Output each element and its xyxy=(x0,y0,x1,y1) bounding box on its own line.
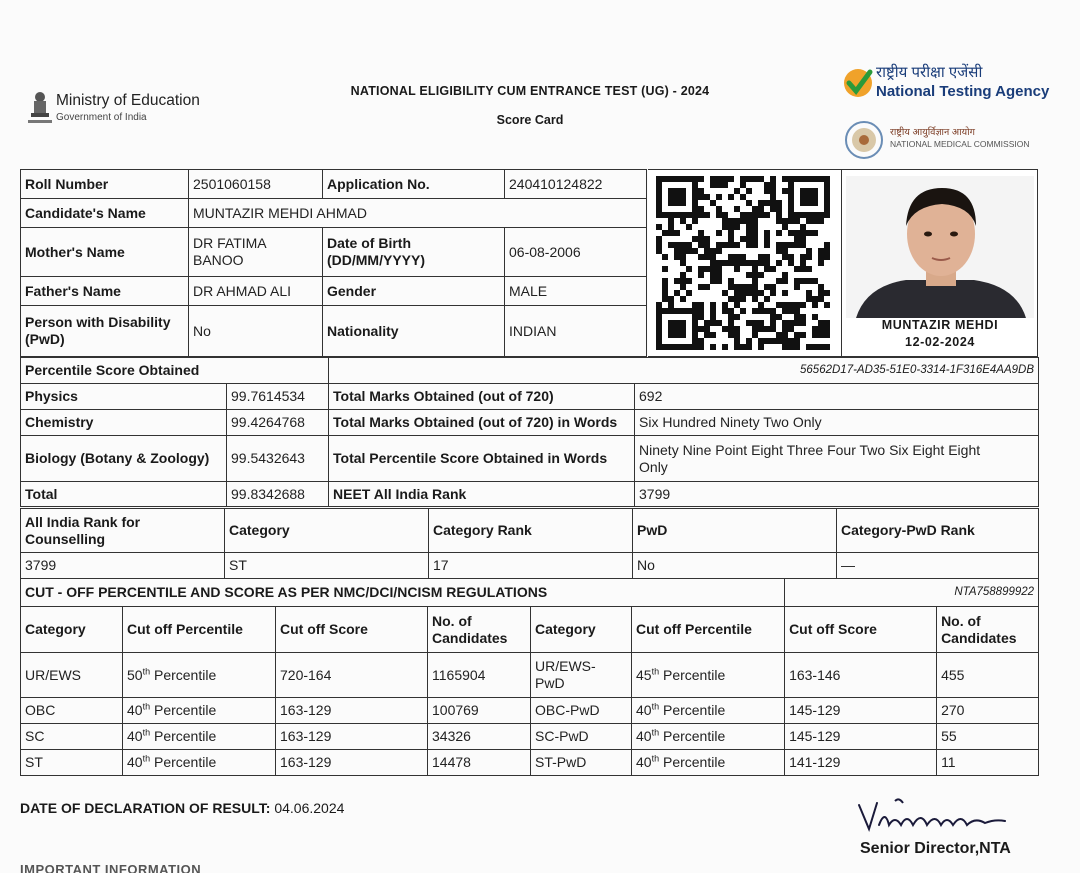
row-score: 163-129 xyxy=(276,698,428,724)
pwd-value: No xyxy=(633,553,837,579)
row-percentile: 40th Percentile xyxy=(123,698,276,724)
cutoff-score-header: Cut off Score xyxy=(276,607,428,653)
row-pwd-category: SC-PwD xyxy=(531,724,632,750)
application-no: 240410124822 xyxy=(505,170,647,199)
cutoff-category-header: Category xyxy=(531,607,632,653)
important-information-heading: IMPORTANT INFORMATION xyxy=(20,862,202,873)
photo-caption-name: MUNTAZIR MEHDI xyxy=(881,318,999,332)
row-pwd-category: UR/EWS- PwD xyxy=(531,653,632,698)
all-india-rank: 3799 xyxy=(635,482,1039,507)
row-pwd-candidates: 55 xyxy=(937,724,1039,750)
nmc-seal-icon xyxy=(844,120,884,160)
mother-name: DR FATIMA BANOO xyxy=(189,228,323,277)
cutoff-code: NTA758899922 xyxy=(785,579,1039,607)
ministry-of-education-logo xyxy=(28,88,228,128)
total-marks: 692 xyxy=(635,384,1039,410)
counselling-rank: 3799 xyxy=(21,553,225,579)
row-percentile: 40th Percentile xyxy=(123,750,276,776)
row-pwd-category: ST-PwD xyxy=(531,750,632,776)
nationality-label: Nationality xyxy=(323,306,505,357)
row-category: OBC xyxy=(21,698,123,724)
category-pwd-rank: — xyxy=(837,553,1039,579)
candidate-photo-box xyxy=(842,169,1038,357)
rank-table xyxy=(20,508,1039,579)
table-row xyxy=(21,750,1039,776)
roll-number: 2501060158 xyxy=(189,170,323,199)
nmc-logo xyxy=(842,118,1042,160)
document-title: Score Card xyxy=(496,113,564,127)
pwd-label: Person with Disability (PwD) xyxy=(21,306,189,357)
total-percentile: 99.8342688 xyxy=(227,482,329,507)
qr-code-icon xyxy=(648,170,841,356)
all-india-rank-label: NEET All India Rank xyxy=(329,482,635,507)
row-category: SC xyxy=(21,724,123,750)
declaration-date: DATE OF DECLARATION OF RESULT: 04.06.2024 xyxy=(20,800,345,816)
row-pwd-category: OBC-PwD xyxy=(531,698,632,724)
row-pwd-candidates: 270 xyxy=(937,698,1039,724)
candidate-details-table xyxy=(20,169,647,357)
category-rank-label: Category Rank xyxy=(429,509,633,553)
national-emblem-icon xyxy=(28,90,52,126)
row-candidates: 100769 xyxy=(428,698,531,724)
total-marks-label: Total Marks Obtained (out of 720) xyxy=(329,384,635,410)
cutoff-score-header: Cut off Score xyxy=(785,607,937,653)
father-name: DR AHMAD ALI xyxy=(189,277,323,306)
date-of-birth: 06-08-2006 xyxy=(505,228,647,277)
cutoff-percentile-header: Cut off Percentile xyxy=(632,607,785,653)
pwd-rank-label: PwD xyxy=(633,509,837,553)
nmc-hindi-name: राष्ट्रीय आयुर्विज्ञान आयोग xyxy=(890,127,975,138)
candidate-name-label: Candidate's Name xyxy=(21,199,189,228)
ministry-title: Ministry of Education xyxy=(56,92,200,109)
nta-english-name: National Testing Agency xyxy=(876,83,1050,100)
row-pwd-score: 145-129 xyxy=(785,698,937,724)
total-marks-words-label: Total Marks Obtained (out of 720) in Words xyxy=(329,410,635,436)
counselling-rank-label: All India Rank for Counselling xyxy=(21,509,225,553)
cutoff-table xyxy=(20,578,1039,776)
nationality: INDIAN xyxy=(505,306,647,357)
row-candidates: 14478 xyxy=(428,750,531,776)
chemistry-percentile: 99.4264768 xyxy=(227,410,329,436)
row-percentile: 40th Percentile xyxy=(123,724,276,750)
row-pwd-percentile: 40th Percentile xyxy=(632,698,785,724)
candidate-portrait-icon xyxy=(846,176,1034,318)
nta-hindi-name: राष्ट्रीय परीक्षा एजेंसी xyxy=(876,64,983,81)
row-score: 163-129 xyxy=(276,750,428,776)
cutoff-title: CUT - OFF PERCENTILE AND SCORE AS PER NMC/DCI/NCISM REGULATIONS xyxy=(21,579,785,607)
row-candidates: 1165904 xyxy=(428,653,531,698)
father-name-label: Father's Name xyxy=(21,277,189,306)
nmc-english-name: NATIONAL MEDICAL COMMISSION xyxy=(890,139,1030,149)
category-rank: 17 xyxy=(429,553,633,579)
row-pwd-percentile: 40th Percentile xyxy=(632,724,785,750)
gender-label: Gender xyxy=(323,277,505,306)
table-row xyxy=(21,653,1039,698)
percentile-words-label: Total Percentile Score Obtained in Words xyxy=(329,436,635,482)
signature-icon xyxy=(855,795,1025,839)
percentile-score-table xyxy=(20,357,1039,507)
row-pwd-score: 141-129 xyxy=(785,750,937,776)
dob-label: Date of Birth (DD/MM/YYYY) xyxy=(323,228,505,277)
cutoff-category-header: Category xyxy=(21,607,123,653)
total-marks-words: Six Hundred Ninety Two Only xyxy=(635,410,1039,436)
row-category: UR/EWS xyxy=(21,653,123,698)
ministry-subtitle: Government of India xyxy=(56,112,147,123)
category: ST xyxy=(225,553,429,579)
row-category: ST xyxy=(21,750,123,776)
candidate-name: MUNTAZIR MEHDI AHMAD xyxy=(189,199,647,228)
application-no-label: Application No. xyxy=(323,170,505,199)
row-pwd-percentile: 40th Percentile xyxy=(632,750,785,776)
row-score: 163-129 xyxy=(276,724,428,750)
total-label: Total xyxy=(21,482,227,507)
nta-logo xyxy=(842,62,1050,106)
category-label: Category xyxy=(225,509,429,553)
row-score: 720-164 xyxy=(276,653,428,698)
cutoff-candidates-header: No. of Candidates xyxy=(428,607,531,653)
row-pwd-score: 163-146 xyxy=(785,653,937,698)
signatory-title: Senior Director,NTA xyxy=(860,840,1011,857)
qr-code xyxy=(648,169,842,357)
table-row xyxy=(21,724,1039,750)
category-pwd-rank-label: Category-PwD Rank xyxy=(837,509,1039,553)
row-candidates: 34326 xyxy=(428,724,531,750)
biology-label: Biology (Botany & Zoology) xyxy=(21,436,227,482)
nta-check-icon xyxy=(842,66,874,100)
chemistry-label: Chemistry xyxy=(21,410,227,436)
row-pwd-candidates: 455 xyxy=(937,653,1039,698)
table-row xyxy=(21,698,1039,724)
row-pwd-score: 145-129 xyxy=(785,724,937,750)
scorecard-hash: 56562D17-AD35-51E0-3314-1F316E4AA9DB xyxy=(329,358,1039,384)
percentile-words: Ninety Nine Point Eight Three Four Two Six Eight Eight Only xyxy=(635,436,1039,482)
physics-label: Physics xyxy=(21,384,227,410)
gender: MALE xyxy=(505,277,647,306)
roll-number-label: Roll Number xyxy=(21,170,189,199)
row-percentile: 50th Percentile xyxy=(123,653,276,698)
mother-name-label: Mother's Name xyxy=(21,228,189,277)
percentile-section-label: Percentile Score Obtained xyxy=(21,358,329,384)
physics-percentile: 99.7614534 xyxy=(227,384,329,410)
candidate-photo xyxy=(846,176,1034,318)
biology-percentile: 99.5432643 xyxy=(227,436,329,482)
photo-caption-date: 12-02-2024 xyxy=(905,335,975,349)
row-pwd-candidates: 11 xyxy=(937,750,1039,776)
pwd-status: No xyxy=(189,306,323,357)
cutoff-candidates-header: No. of Candidates xyxy=(937,607,1039,653)
row-pwd-percentile: 45th Percentile xyxy=(632,653,785,698)
cutoff-percentile-header: Cut off Percentile xyxy=(123,607,276,653)
exam-title: NATIONAL ELIGIBILITY CUM ENTRANCE TEST (UG) - 2024 xyxy=(350,84,710,98)
